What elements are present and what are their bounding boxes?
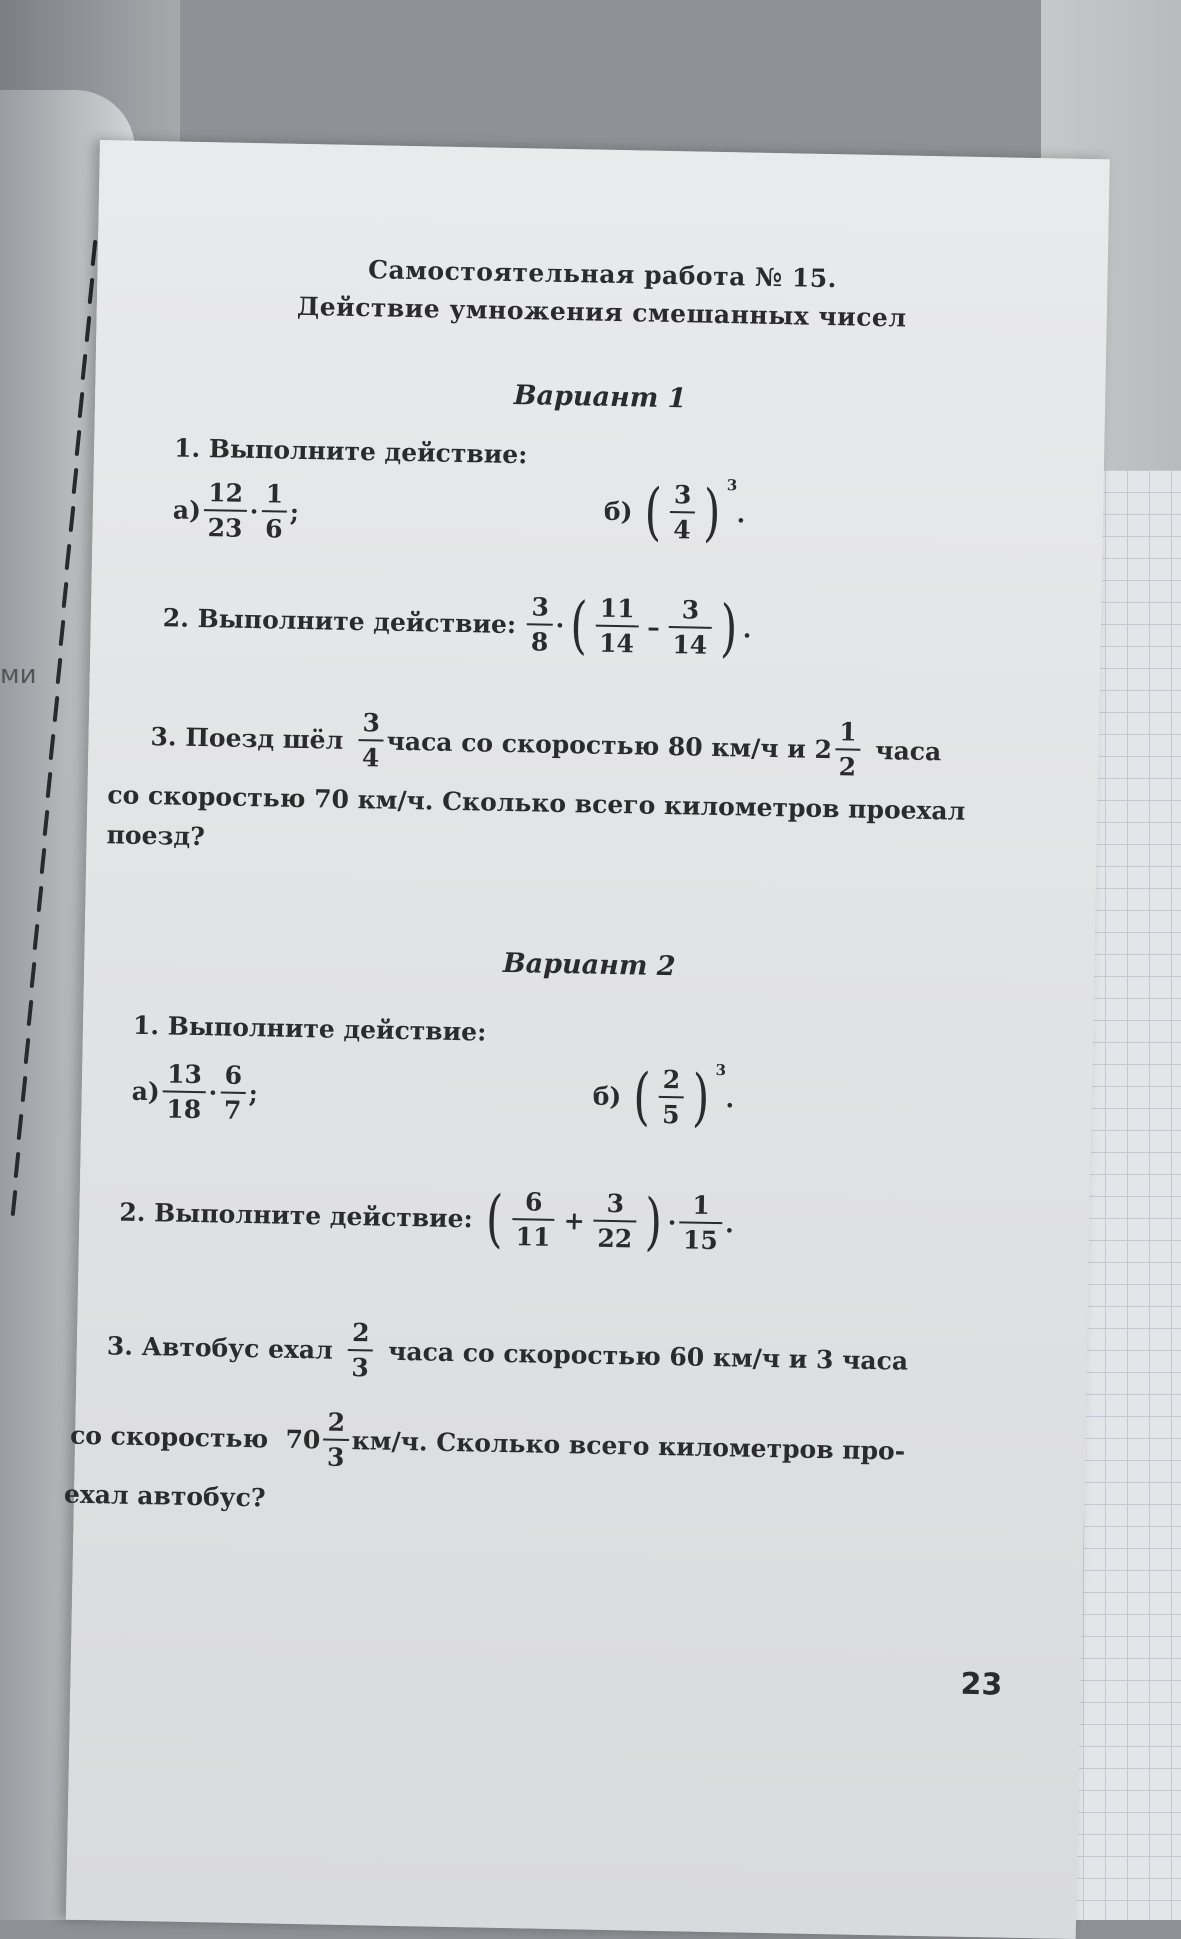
v2-task2-label: 2. Выполните действие: — [119, 1197, 474, 1233]
fraction: $\frac{2}{3}$ — [323, 1410, 350, 1470]
v1-task1-a-label: а) — [172, 494, 202, 525]
fraction: $\frac{3}{8}$ — [527, 594, 554, 654]
page-number: 23 — [960, 1666, 1003, 1703]
fraction: $\frac{12}{23}$ — [203, 480, 247, 541]
v2-task1-b-label: б) — [592, 1081, 622, 1111]
fraction: $\frac{3}{22}$ — [593, 1191, 637, 1252]
fraction: $\frac{3}{14}$ — [668, 597, 712, 658]
v1-task1-a: а) $\frac{12}{23}$ · $\frac{1}{6}$ ; — [172, 478, 300, 544]
v1-task1-b-label: б) — [603, 496, 633, 526]
variant1-heading: Вариант 1 — [513, 379, 687, 415]
v1-task2-label: 2. Выполните действие: — [162, 602, 517, 639]
v1-task2: 2. Выполните действие: $\frac{3}{8}$ · ( $\frac{11}{14}$ – $\frac{3}{14}$ ) . — [162, 588, 752, 665]
worksheet-subtitle: Действие умножения смешанных чисел — [296, 291, 907, 333]
v1-task3-line3: поезд? — [106, 820, 206, 852]
fraction: $\frac{1}{2}$ — [834, 719, 861, 779]
v2-task1-b: б) ( $\frac{2}{5}$ ) 3 . — [592, 1059, 735, 1134]
v2-task3-line2: со скоростью 70 $\frac{2}{3}$ км/ч. Сколько всего километров про- — [69, 1407, 906, 1472]
worksheet-page — [63, 140, 1110, 1939]
fraction: $\frac{2}{5}$ — [658, 1067, 685, 1127]
fraction: $\frac{13}{18}$ — [162, 1061, 206, 1122]
variant2-heading: Вариант 2 — [502, 947, 676, 983]
fraction: $\frac{6}{11}$ — [511, 1189, 555, 1250]
v1-task3-line2: со скоростью 70 км/ч. Сколько всего километров проехал — [107, 780, 966, 826]
fraction: $\frac{6}{7}$ — [220, 1062, 247, 1122]
multiply-dot: · — [249, 496, 259, 526]
v2-task1-a: а) $\frac{13}{18}$ · $\frac{6}{7}$ ; — [131, 1059, 259, 1125]
v2-task1-label: 1. Выполните действие: — [132, 1010, 487, 1047]
fraction: $\frac{3}{4}$ — [358, 710, 385, 770]
fraction: $\frac{3}{4}$ — [669, 482, 696, 542]
v2-task3-line3: ехал автобус? — [63, 1479, 266, 1513]
v2-task2: 2. Выполните действие: ( $\frac{6}{11}$ + $\frac{3}{22}$ ) · $\frac{1}{15}$ . — [119, 1181, 735, 1258]
exponent: 3 — [715, 1060, 727, 1080]
v2-task3-line1: 3. Автобус ехал $\frac{2}{3}$ часа со скоростью 60 км/ч и 3 часа — [106, 1318, 909, 1383]
v1-task1-b: б) ( $\frac{3}{4}$ ) 3 . — [603, 474, 746, 549]
fraction: $\frac{2}{3}$ — [347, 1320, 374, 1380]
left-page-fragment: ми — [0, 660, 37, 690]
fraction: $\frac{1}{15}$ — [679, 1192, 723, 1253]
exponent: 3 — [726, 476, 738, 495]
fraction: $\frac{11}{14}$ — [595, 596, 639, 657]
worksheet-title: Самостоятельная работа № 15. — [367, 255, 838, 294]
v2-task1-a-label: а) — [131, 1076, 161, 1106]
v1-task1-label: 1. Выполните действие: — [173, 433, 528, 470]
v1-task3-line1: 3. Поезд шёл $\frac{3}{4}$ часа со скоростью 80 км/ч и 2 $\frac{1}{2}$ часа — [150, 708, 942, 782]
fraction: $\frac{1}{6}$ — [261, 481, 288, 541]
